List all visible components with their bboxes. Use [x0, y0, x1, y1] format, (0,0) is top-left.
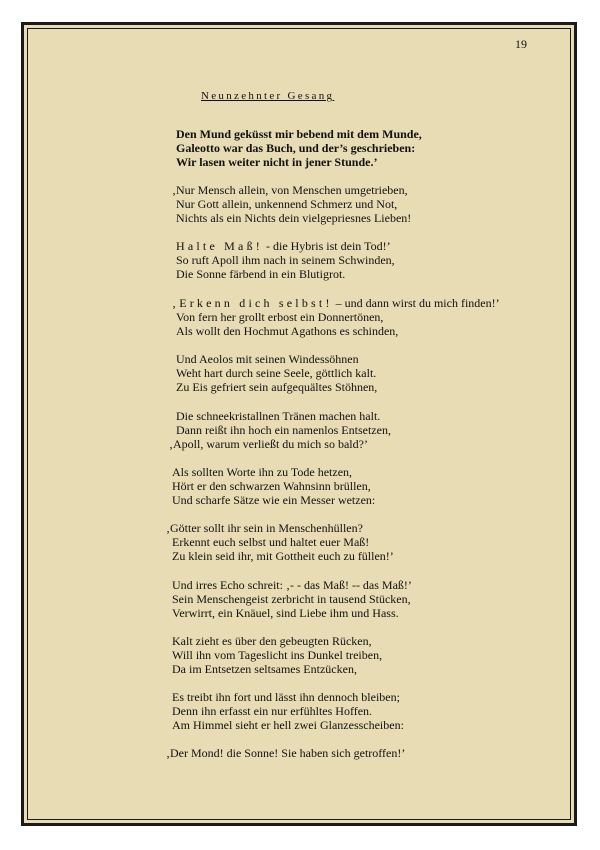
poem-line: Sein Menschengeist zerbricht in tausend Stücken, — [172, 592, 411, 606]
canto-title: Neunzehnter Gesang — [201, 90, 335, 102]
poem-line: Den Mund geküsst mir bebend mit dem Munde, — [176, 127, 422, 141]
emphasized-phrase: Halte Maß! — [176, 239, 263, 253]
poem-line: Als wollt den Hochmut Agathons es schinden, — [176, 324, 399, 338]
poem-line: Von fern her grollt erbost ein Donnertönen, — [176, 310, 384, 324]
emphasized-phrase: ‚Erkenn dich selbst! — [172, 296, 333, 310]
poem-line: Galeotto war das Buch, und der’s geschrieben: — [176, 141, 416, 155]
poem-line: Zu klein seid ihr, mit Gottheit euch zu füllen!’ — [172, 549, 394, 563]
line-continuation: – und dann wirst du mich finden!’ — [332, 296, 500, 310]
poem-line: Und Aeolos mit seinen Windessöhnen — [176, 352, 359, 366]
poem-line: Wir lasen weiter nicht in jener Stunde.’ — [176, 155, 378, 169]
page-number: 19 — [515, 37, 527, 51]
poem-line: Kalt zieht es über den gebeugten Rücken, — [172, 634, 372, 648]
poem-line: ‚Der Mond! die Sonne! Sie haben sich getroffen!’ — [166, 746, 406, 760]
poem-line: Weht hart durch seine Seele, göttlich kalt. — [176, 366, 377, 380]
poem-line: Da im Entsetzen seltsames Entzücken, — [172, 662, 357, 676]
poem-line: Und irres Echo schreit: ‚- - das Maß! -- das Maß!’ — [172, 578, 412, 592]
poem-line: Am Himmel sieht er hell zwei Glanzesscheiben: — [172, 718, 404, 732]
poem-line: Und scharfe Sätze wie ein Messer wetzen: — [172, 493, 376, 507]
poem-line: ‚Nur Mensch allein, von Menschen umgetrieben, — [172, 183, 408, 197]
poem-line: Es treibt ihn fort und lässt ihn dennoch bleiben; — [172, 690, 400, 704]
poem-line: ‚Götter sollt ihr sein in Menschenhüllen? — [166, 521, 363, 535]
poem-line: Verwirrt, ein Knäuel, sind Liebe ihm und Hass. — [172, 606, 399, 620]
poem-line: Nur Gott allein, unkennend Schmerz und Not, — [176, 197, 398, 211]
poem-line — [172, 296, 500, 310]
poem-line: Als sollten Worte ihn zu Tode hetzen, — [172, 465, 353, 479]
poem-line — [176, 239, 391, 253]
poem-line: Zu Eis gefriert sein aufgequältes Stöhnen, — [176, 380, 378, 394]
poem-line: Erkennt euch selbst und haltet euer Maß! — [172, 535, 370, 549]
poem-line: Hört er den schwarzen Wahnsinn brüllen, — [172, 479, 371, 493]
poem-line: Die Sonne färbend in ein Blutigrot. — [176, 267, 346, 281]
poem-line: Will ihn vom Tageslicht ins Dunkel treiben, — [172, 648, 383, 662]
poem-line: ‚Apoll, warum verließt du mich so bald?’ — [169, 437, 368, 451]
poem-line: So ruft Apoll ihm nach in seinem Schwinden, — [176, 253, 395, 267]
poem-line: Denn ihn erfasst ein nur erfühltes Hoffen. — [172, 704, 373, 718]
poem-line: Nichts als ein Nichts dein vielgepriesnes Lieben! — [176, 211, 412, 225]
poem-line: Dann reißt ihn hoch ein namenlos Entsetzen, — [176, 423, 391, 437]
poem-line: Die schneekristallnen Tränen machen halt. — [176, 409, 381, 423]
line-continuation: - die Hybris ist dein Tod!’ — [262, 239, 391, 253]
